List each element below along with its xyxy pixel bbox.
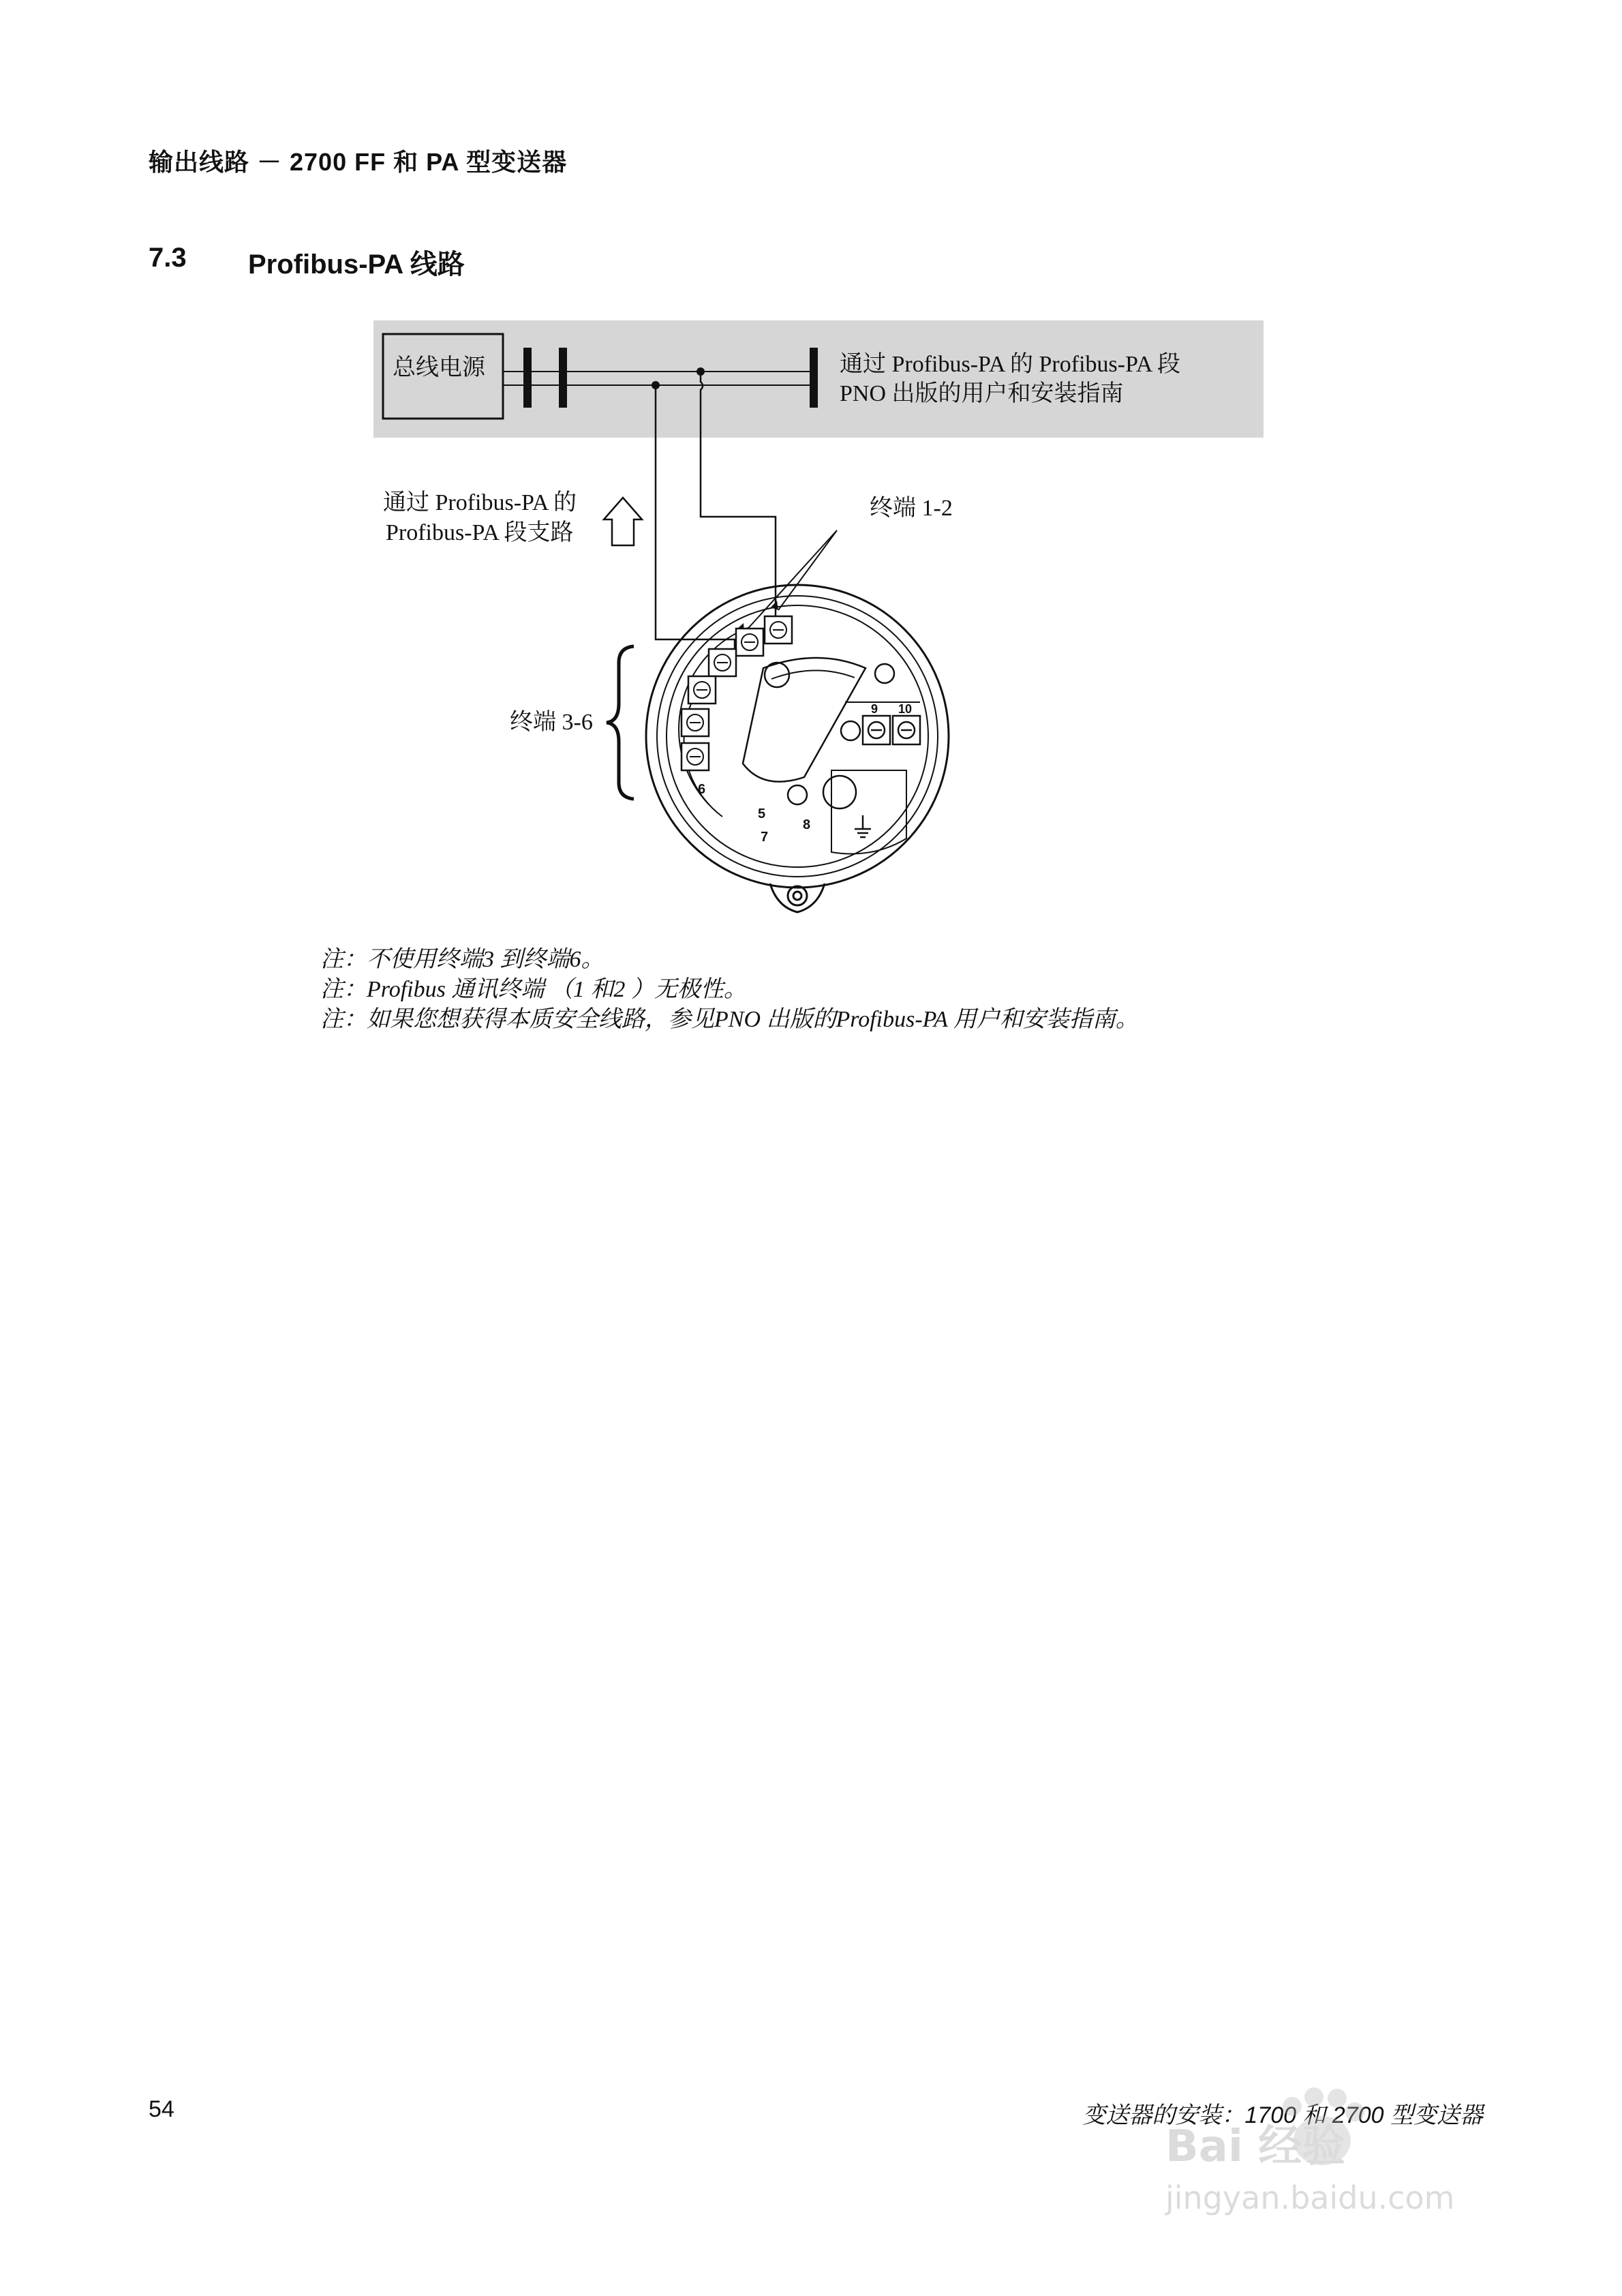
baidu-watermark [1152, 2086, 1533, 2222]
terminator-left-2 [559, 348, 567, 408]
watermark-brand: Bai 经验 [1165, 2121, 1346, 2172]
notes [320, 945, 1139, 1035]
note-line: 注：如果您想获得本质安全线路，参见PNO 出版的Profibus-PA 用户和安装指南。 [320, 1007, 1139, 1032]
note-line: 注：Profibus 通讯终端 （1 和2 ）无极性。 [320, 977, 747, 1002]
section-number: 7.3 [149, 243, 187, 273]
branch-label-line2: Profibus-PA 段支路 [386, 520, 574, 545]
terminal-number: 6 [698, 782, 706, 797]
section-title: Profibus-PA 线路 [248, 250, 465, 280]
note-line: 注：不使用终端3 到终端6。 [320, 947, 605, 972]
page-number: 54 [149, 2096, 174, 2122]
terminals-36-label: 终端 3-6 [510, 710, 593, 735]
terminals-12-label: 终端 1-2 [870, 496, 953, 521]
segment-label-line1: 通过 Profibus-PA 的 Profibus-PA 段 [840, 352, 1181, 377]
terminals-9-10 [863, 716, 920, 744]
power-supply-label: 总线电源 [393, 355, 485, 380]
terminal-number: 7 [761, 830, 769, 845]
branch-label-line1: 通过 Profibus-PA 的 [383, 490, 577, 515]
terminal-number: 10 [898, 702, 913, 716]
segment-label-line2: PNO 出版的用户和安装指南 [840, 381, 1124, 406]
up-arrow-icon [604, 498, 642, 545]
running-header: 输出线路 － 2700 FF 和 PA 型变送器 [149, 148, 568, 176]
terminal-number: 8 [803, 817, 811, 832]
bus-segment-band [373, 320, 1264, 438]
terminator-right [810, 348, 818, 408]
watermark-url: jingyan.baidu.com [1165, 2179, 1455, 2216]
curly-brace [607, 646, 634, 799]
terminal-number: 5 [758, 806, 766, 821]
terminal-number: 9 [871, 702, 878, 716]
housing-details [765, 663, 894, 837]
footer-title: 变送器的安装：1700 和 2700 型变送器 [1082, 2102, 1483, 2128]
terminator-left-1 [523, 348, 532, 408]
